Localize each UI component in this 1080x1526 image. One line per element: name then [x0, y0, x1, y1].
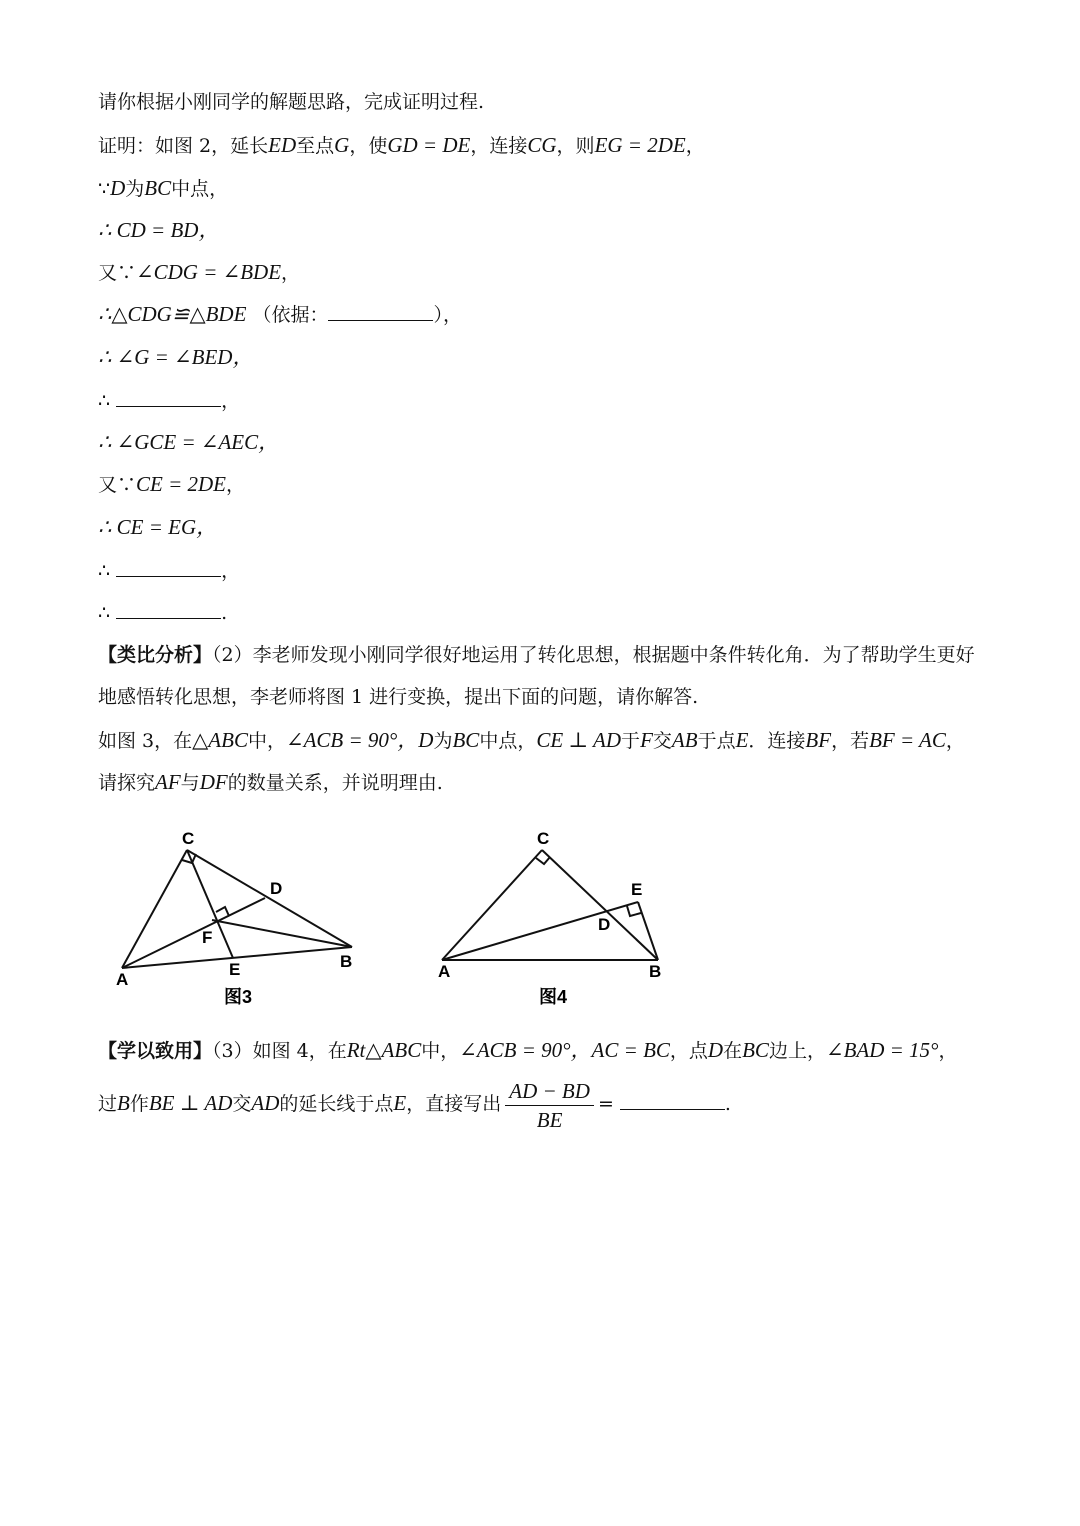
proof-line-6: ∴ ∠G = ∠BED，: [98, 345, 254, 369]
fig3-label-B: B: [340, 952, 353, 971]
analogy-line-1: 【类比分析】（2）李老师发现小刚同学很好地运用了转化思想，根据题中条件转化角．为了帮助学生更好: [98, 644, 975, 666]
figure-4: [430, 820, 690, 1020]
answer-blank-2[interactable]: [116, 388, 221, 407]
fig4-label-B: B: [649, 962, 662, 981]
proof-line-8: ∴ ∠GCE = ∠AEC，: [98, 430, 280, 454]
analogy-line-3: 如图 3，在△ABC中，∠ACB = 90°，D为BC中点，CE ⊥ AD于F交AB于点E．连接BF，若BF = AC，: [98, 728, 965, 752]
fig3-right-angle-F: [216, 907, 229, 916]
proof-line-11: ∴ ，: [98, 560, 241, 582]
proof-line-5: ∴△CDG≌△BDE （依据： ），: [98, 302, 462, 326]
proof-line-3: ∴ CD = BD，: [98, 218, 220, 242]
apply-line-1: 【学以致用】（3）如图 4，在Rt△ABC中，∠ACB = 90°，AC = BC，点D在BC边上，∠BAD = 15°，: [98, 1038, 958, 1062]
fig3-label-D: D: [270, 879, 283, 898]
fig4-right-angle-C: [536, 857, 550, 864]
fig4-segment-CB: [542, 850, 658, 960]
fig3-label-F: F: [202, 928, 213, 947]
answer-blank-3[interactable]: [116, 558, 221, 577]
analogy-line-2: 地感悟转化思想，李老师将图 1 进行变换，提出下面的问题，请你解答.: [98, 686, 699, 708]
fig3-label-E: E: [229, 960, 241, 979]
fig3-label-A: A: [116, 970, 129, 989]
answer-blank-4[interactable]: [116, 600, 221, 619]
fig3-caption: 图3: [224, 987, 253, 1007]
fig4-label-A: A: [438, 962, 451, 981]
fig4-segment-AC: [442, 850, 542, 960]
fig3-label-C: C: [182, 829, 195, 848]
proof-line-1: 证明：如图 2，延长ED至点G，使GD = DE，连接CG，则EG = 2DE，: [98, 133, 705, 157]
fig4-label-D: D: [598, 915, 611, 934]
fraction-expression: [505, 1079, 594, 1132]
apply-heading: 【学以致用】: [98, 1040, 213, 1062]
apply-line-2: 过B作BE ⊥ AD交AD的延长线于点E，直接写出 $\frac{AD - BD}{BE}$ = .: [98, 1078, 731, 1132]
fig4-label-C: C: [537, 829, 550, 848]
answer-blank-basis[interactable]: [328, 302, 433, 321]
proof-line-7: ∴ ，: [98, 390, 241, 412]
proof-line-12: ∴ .: [98, 602, 228, 624]
fig3-segment-AC: [122, 850, 187, 968]
fig4-caption: 图4: [539, 987, 568, 1007]
analogy-line-4: 请探究AF与DF的数量关系，并说明理由.: [98, 770, 443, 794]
proof-line-9: 又∵CE = 2DE，: [98, 472, 246, 496]
fig4-label-E: E: [631, 880, 643, 899]
analogy-heading: 【类比分析】: [98, 644, 213, 666]
fraction-numerator: AD − BD: [505, 1079, 594, 1106]
fraction-denominator: BE: [536, 1107, 563, 1132]
proof-line-4: 又∵∠CDG = ∠BDE，: [98, 260, 301, 284]
proof-line-2: ∵D为BC中点，: [98, 176, 229, 200]
intro-text: 请你根据小刚同学的解题思路，完成证明过程.: [98, 91, 485, 113]
proof-line-10: ∴ CE = EG，: [98, 515, 218, 539]
figure-3: [100, 820, 380, 1020]
answer-blank-5[interactable]: [620, 1091, 725, 1110]
